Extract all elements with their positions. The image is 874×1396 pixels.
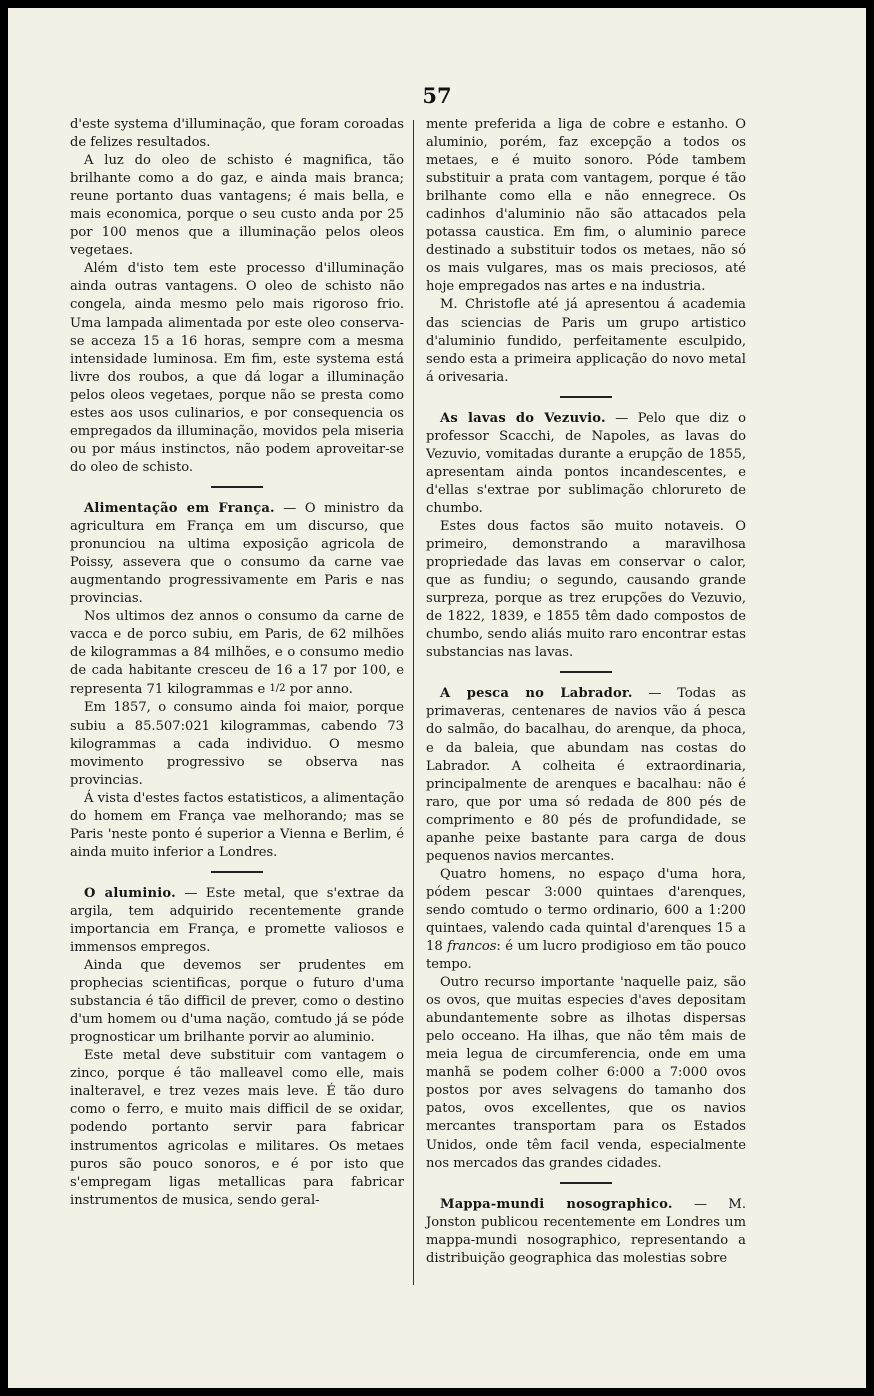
paragraph-lavas-facts: Estes dous factos são muito notaveis. O primeiro, demonstrando a maravilhosa propriedade das lavas em conservar o calor, que as fundiu; o segundo, causando grande surpreza, porque as trez erupções do Vezuvio, de 1822, 1839, e 1855 têm dado compostos de chumbo, sendo aliás muito raro encontrar estas substancias nas lavas. <box>426 518 746 661</box>
paragraph-schisto-intro: d'este systema d'illuminação, que foram coroadas de felizes resultados. <box>70 117 404 151</box>
section-separator <box>211 486 263 488</box>
article-heading-mappa: Mappa-mundi nosographico. <box>440 1196 673 1212</box>
paragraph-ovos: Outro recurso importante 'naquelle paiz, são os ovos, que muitas especies d'aves depositam abundantemente sobre as ilhotas dispersas pelo occeano. Ha ilhas, que não têm mais de meia legua de circumferencia, onde em uma manhã se podem colher 6:000 a 7:000 ovos postos por aves selvagens do tamanho dos patos, ovos excellentes, que os navios mercantes transportam para os Estados Unidos, onde têm facil venda, especialmente nos mercados das grandes cidades. <box>426 975 746 1171</box>
section-separator <box>560 396 612 398</box>
column-divider <box>413 120 414 1285</box>
article-alimentacao <box>70 500 404 608</box>
paragraph-quatro-homens-b: : é um lucro prodigioso em tão pouco tempo. <box>426 939 747 973</box>
page-number: 57 <box>422 83 452 108</box>
article-heading-aluminio: O aluminio. <box>84 885 176 901</box>
paragraph-alimentacao-conclusion: Á vista d'estes factos estatisticos, a alimentação do homem em França vae melhorando; mas se Paris 'neste ponto é superior a Vienna e Berlim, é ainda muito inferior a Londres. <box>70 790 404 860</box>
paragraph-aluminio-continued: mente preferida a liga de cobre e estanho. O aluminio, porém, faz excepção a todos os metaes, e é muito sonoro. Póde tambem substituir a prata com vantagem, porque é tão brilhante como ella e não ennegrece. Os cadinhos d'aluminio não são attacados pela potassa caustica. Em fim, o aluminio parece destinado a substituir todos os metaes, não só os mais vulgares, mas os mais preciosos, até hoje empregados nas artes e na industria. <box>426 117 746 295</box>
article-lead-lavas: — Pelo que diz o professor Scacchi, de Napoles, as lavas do Vezuvio, vomitadas durante a erupção de 1855, apresentam ainda pontos incandescentes, e d'ellas s'extrae por sublimação chlorureto de chumbo. <box>426 410 746 516</box>
paragraph-schisto-advantages: Além d'isto tem este processo d'illuminação ainda outras vantagens. O oleo de schisto não congela, ainda mesmo pelo mais rigoroso frio. Uma lampada alimentada por este oleo conserva-se acceza 15 a 16 horas, sempre com a mesma intensidade luminosa. Em fim, este systema está livre dos roubos, a que dá logar a illuminação pelos oleos vegetaes, porque não se presta como estes aos usos culinarios, e por consequencia os empregados da illuminação, movidos pela miseria ou por máus instinctos, não podem aproveitar-se do oleo de schisto. <box>70 261 404 475</box>
paragraph-consumo-carne-text: Nos ultimos dez annos o consumo da carne de vacca e de porco subiu, em Paris, de 62 milhões de kilogrammas a 84 milhões, e o consumo medio de cada habitante cresceu de 16 a 17 por 100, e representa 71 kilogrammas e <box>70 609 404 698</box>
article-pesca <box>426 685 746 865</box>
article-heading-pesca: A pesca no Labrador. <box>440 686 633 702</box>
article-lead-alimentacao: — O ministro da agricultura em França em um discurso, que pronunciou na ultima exposição agricola de Poissy, assevera que o consumo da carne vae augmentando progressivamente em Paris e nas provincias. <box>70 500 404 607</box>
section-separator <box>560 671 612 673</box>
paragraph-consumo-carne-tail: por anno. <box>285 682 353 698</box>
right-column <box>426 116 746 1268</box>
paragraph-consumo-1857: Em 1857, o consumo ainda foi maior, porque subiu a 85.507:021 kilogrammas, cabendo 73 kilogrammas a cada individuo. O mesmo movimento progressivo se observa nas provincias. <box>70 700 404 788</box>
paragraph-christofle: M. Christofle até já apresentou á academia das sciencias de Paris um grupo artistico d'aluminio fundido, perfeitamente esculpido, sendo esta a primeira applicação do novo metal á orivesaria. <box>426 297 746 385</box>
article-lavas <box>426 410 746 518</box>
article-lead-pesca: — Todas as primaveras, centenares de navios vão á pesca do salmão, do bacalhau, do arenque, da phoca, e da baleia, que abundam nas costas do Labrador. A colheita é extraordinaria, principalmente de arenques e bacalhau: não é raro, que por uma só redada de 800 pés de comprimento e 80 pés de profundidade, se apanhe peixe bastante para carga de dous pequenos navios mercantes. <box>426 686 746 864</box>
paragraph-schisto-light: A luz do oleo de schisto é magnifica, tão brilhante como a do gaz, e ainda mais branca; reune portanto duas vantagens; é mais bella, e mais economica, porque o seu custo anda por 25 por 100 menos que a illuminação pelos oleos vegetaes. <box>70 153 404 259</box>
section-separator <box>211 871 263 873</box>
article-heading-alimentacao: Alimentação em França. <box>84 500 275 516</box>
left-column <box>70 116 404 1210</box>
paragraph-aluminio-future: Ainda que devemos ser prudentes em prophecias scientificas, porque o futuro d'uma substancia é tão difficil de prever, como o destino d'um homem ou d'uma nação, comtudo já se póde prognosticar um brilhante porvir ao aluminio. <box>70 958 404 1046</box>
paragraph-quatro-homens-a: Quatro homens, no espaço d'uma hora, pódem pescar 3:000 quintaes d'arenques, sendo comtudo o termo ordinario, 600 a 1:200 quintaes, valendo cada quintal d'arenques 15 a 18 <box>426 866 746 955</box>
article-lead-mappa: — M. Jonston publicou recentemente em Londres um mappa-mundi nosographico, representando a distribuição geographica das molestias sobre <box>426 1196 746 1266</box>
fraction-half: 1/2 <box>269 683 286 695</box>
newspaper-page <box>8 8 866 1388</box>
article-aluminio <box>70 885 404 957</box>
paragraph-consumo-carne <box>70 608 404 699</box>
section-separator <box>560 1182 612 1184</box>
paragraph-aluminio-properties: Este metal deve substituir com vantagem o zinco, porque é tão malleavel como elle, mais inalteravel, e trez vezes mais leve. É tão duro como o ferro, e muito mais difficil de se oxidar, podendo portanto servir para fabricar instrumentos agricolas e militares. Os metaes puros são pouco sonoros, e é por isto que s'empregam ligas metallicas para fabricar instrumentos de musica, sendo geral- <box>70 1048 404 1208</box>
italic-francos: francos <box>447 939 497 955</box>
article-lead-aluminio: — Este metal, que s'extrae da argila, tem adquirido recentemente grande importancia em França, e promette valiosos e immensos empregos. <box>70 885 405 956</box>
article-mappa <box>426 1196 746 1268</box>
article-heading-lavas: As lavas do Vezuvio. <box>440 410 606 426</box>
paragraph-quatro-homens <box>426 866 746 974</box>
